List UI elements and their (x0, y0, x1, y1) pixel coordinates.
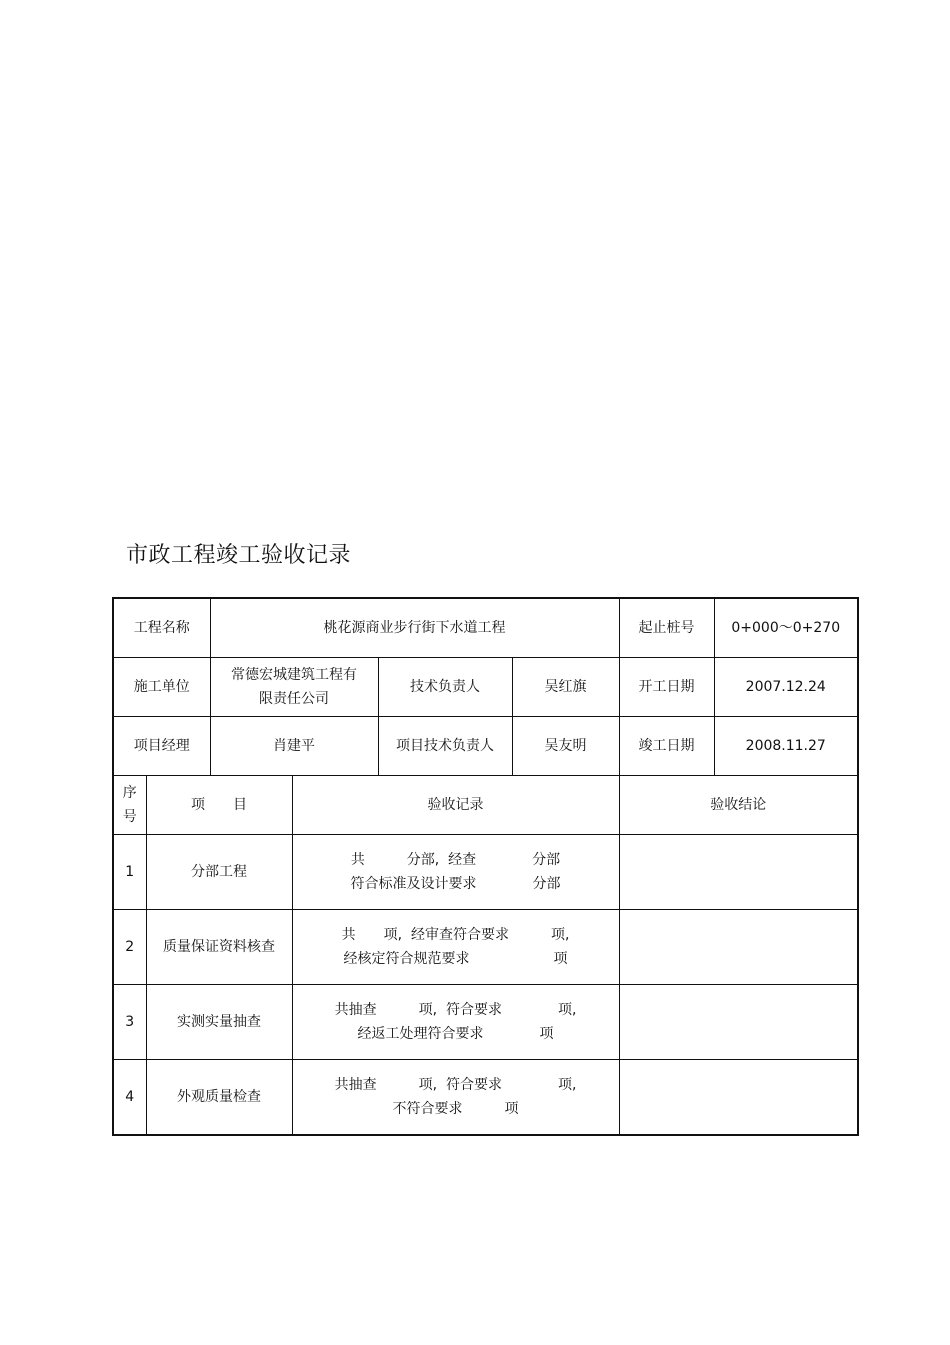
station-value: 0+000～0+270 (714, 598, 858, 658)
table-row (113, 910, 858, 985)
item-header: 项 目 (146, 776, 292, 835)
record-header: 验收记录 (292, 776, 619, 835)
row-record (292, 1060, 619, 1136)
row-seq: 2 (113, 910, 146, 985)
start-date-value: 2007.12.24 (714, 658, 858, 717)
info-row-contractor (113, 658, 858, 717)
pm-value: 肖建平 (210, 717, 378, 776)
row-record (292, 985, 619, 1060)
record-line-1: 共 项, 经审查符合要求 项, (341, 927, 570, 943)
pm-label: 项目经理 (113, 717, 210, 776)
contractor-line-1: 常德宏城建筑工程有 (231, 667, 357, 683)
row-conclusion[interactable] (619, 910, 858, 985)
row-record (292, 835, 619, 910)
row-item: 质量保证资料核查 (146, 910, 292, 985)
record-line-1: 共抽查 项, 符合要求 项, (334, 1002, 577, 1018)
row-conclusion[interactable] (619, 835, 858, 910)
record-line-1: 共 分部, 经查 分部 (350, 852, 561, 868)
table-row (113, 985, 858, 1060)
info-row-project (113, 598, 858, 658)
pm-tech-value: 吴友明 (512, 717, 619, 776)
record-line-2: 经核定符合规范要求 项 (343, 951, 568, 967)
page-title: 市政工程竣工验收记录 (126, 543, 352, 568)
finish-date-value: 2008.11.27 (714, 717, 858, 776)
row-item: 外观质量检查 (146, 1060, 292, 1136)
tech-lead-label: 技术负责人 (378, 658, 512, 717)
header-row (113, 776, 858, 835)
pm-tech-label: 项目技术负责人 (378, 717, 512, 776)
record-line-2: 不符合要求 项 (392, 1101, 519, 1117)
table-row (113, 1060, 858, 1136)
row-item: 分部工程 (146, 835, 292, 910)
seq-header-line-2: 号 (122, 809, 137, 825)
finish-date-label: 竣工日期 (619, 717, 714, 776)
record-line-2: 符合标准及设计要求 分部 (350, 876, 561, 892)
project-name-value: 桃花源商业步行街下水道工程 (210, 598, 619, 658)
row-seq: 3 (113, 985, 146, 1060)
station-label: 起止桩号 (619, 598, 714, 658)
row-seq: 4 (113, 1060, 146, 1136)
info-row-manager (113, 717, 858, 776)
project-name-label: 工程名称 (113, 598, 210, 658)
seq-header (113, 776, 146, 835)
contractor-value (210, 658, 378, 717)
contractor-line-2: 限责任公司 (259, 691, 329, 707)
row-conclusion[interactable] (619, 1060, 858, 1136)
row-seq: 1 (113, 835, 146, 910)
table-row (113, 835, 858, 910)
seq-header-line-1: 序 (122, 785, 137, 801)
record-line-2: 经返工处理符合要求 项 (357, 1026, 554, 1042)
record-line-1: 共抽查 项, 符合要求 项, (334, 1077, 577, 1093)
row-conclusion[interactable] (619, 985, 858, 1060)
tech-lead-value: 吴红旗 (512, 658, 619, 717)
start-date-label: 开工日期 (619, 658, 714, 717)
acceptance-record-table (112, 597, 857, 1132)
row-record (292, 910, 619, 985)
contractor-label: 施工单位 (113, 658, 210, 717)
conclusion-header: 验收结论 (619, 776, 858, 835)
row-item: 实测实量抽查 (146, 985, 292, 1060)
